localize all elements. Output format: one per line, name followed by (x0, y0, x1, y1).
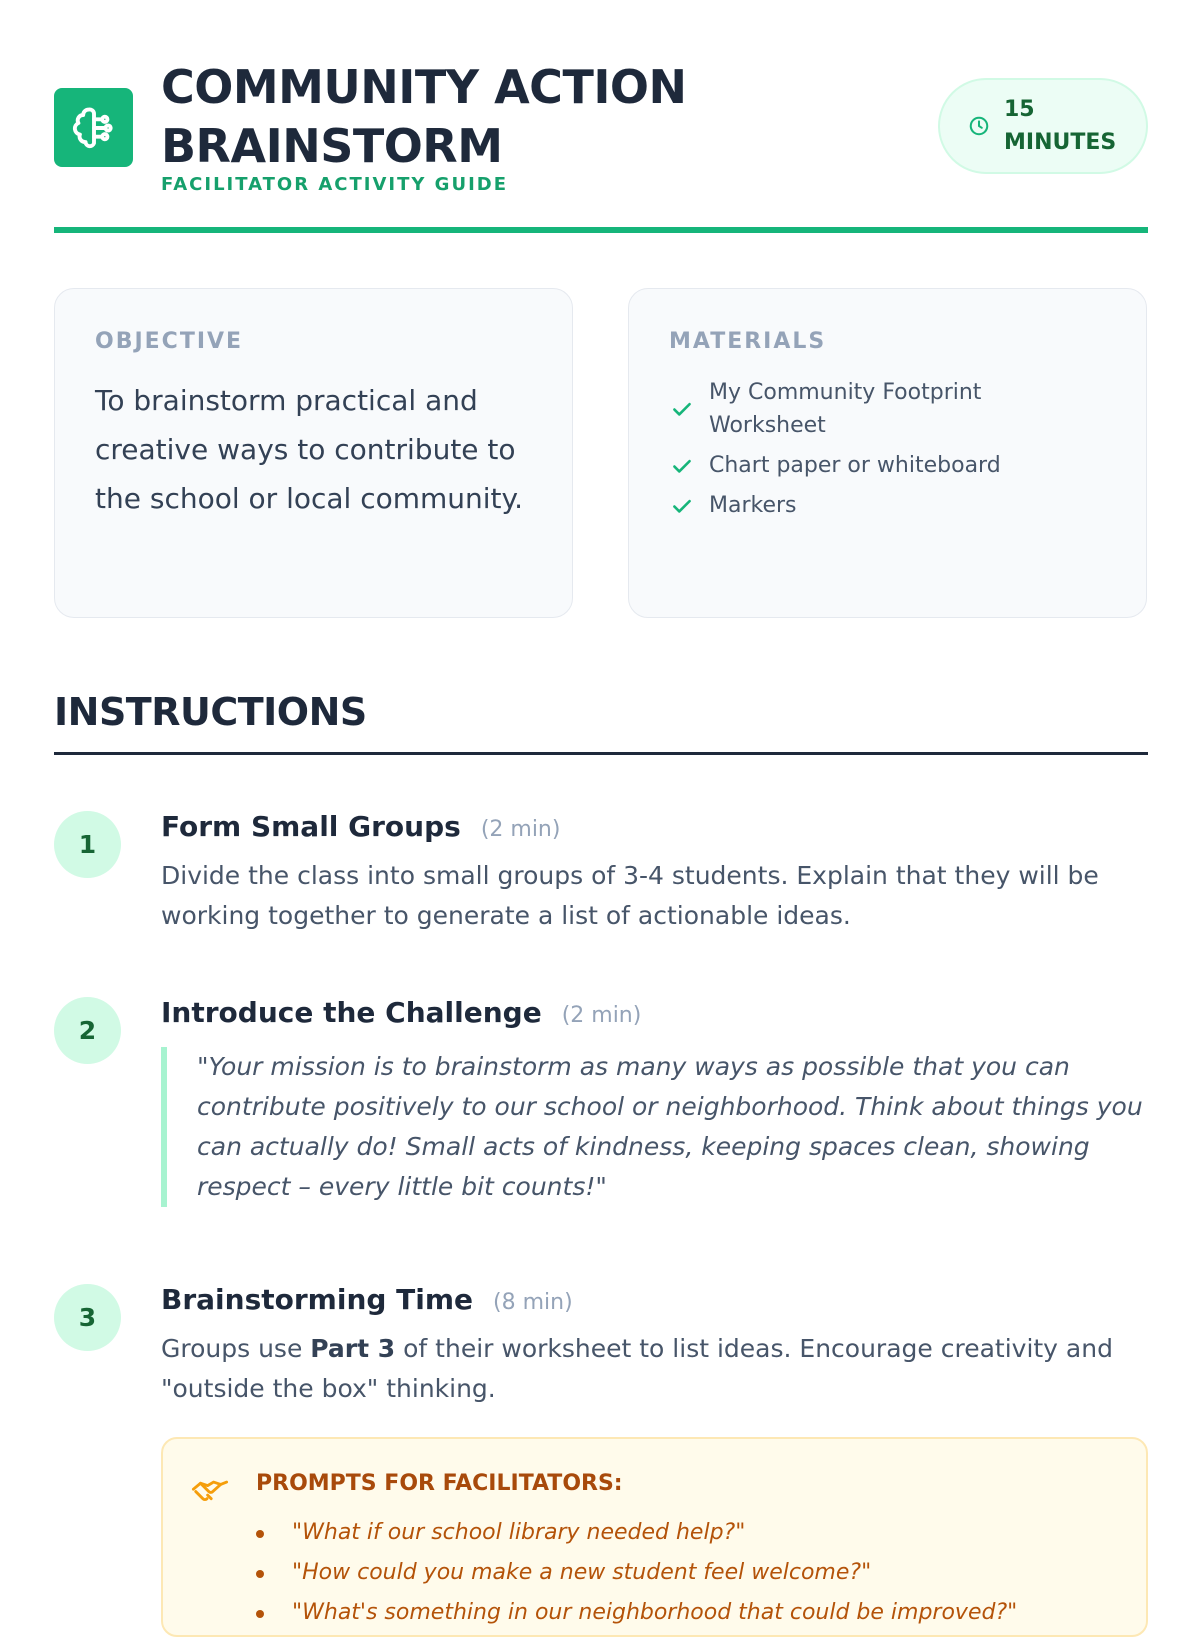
step-body (161, 996, 1148, 1207)
step-body (161, 810, 1148, 936)
header-divider (54, 227, 1148, 233)
page-subtitle: FACILITATOR ACTIVITY GUIDE (161, 174, 509, 195)
objective-card (54, 288, 573, 618)
check-icon (669, 493, 695, 519)
step-title: Brainstorming Time (161, 1283, 474, 1316)
material-item-label: Markers (709, 493, 797, 518)
step-description-part: Groups use (161, 1334, 311, 1363)
instructions-divider (54, 752, 1148, 755)
duration-text: 15 MINUTES (1004, 97, 1117, 155)
page-header (54, 58, 1148, 234)
objective-text: To brainstorm practical and creative ways to contribute to the school or local community. (95, 384, 524, 515)
step-head (161, 810, 1148, 843)
prompts-list (256, 1513, 1017, 1633)
check-icon (669, 396, 695, 422)
materials-card (628, 288, 1147, 618)
facilitator-prompts-box (161, 1437, 1148, 1637)
page-title: COMMUNITY ACTION BRAINSTORM (161, 60, 687, 173)
step-time: (2 min) (480, 817, 561, 842)
list-item: "What's something in our neighborhood that could be improved?" (256, 1593, 1017, 1633)
step-description-part: of their worksheet to list ideas. Encourage creativity and "outside the box" thinking. (161, 1334, 1113, 1403)
step-title: Form Small Groups (161, 810, 461, 843)
materials-list (669, 376, 1106, 522)
step-title: Introduce the Challenge (161, 996, 542, 1029)
prompts-title: PROMPTS FOR FACILITATORS: (256, 1471, 623, 1496)
step-number: 3 (54, 1284, 121, 1351)
instructions-title: INSTRUCTIONS (54, 690, 367, 734)
challenge-quote: "Your mission is to brainstorm as many ways as possible that you can contribute positively to our school or neighborhood. Think about things you can actually do! Small acts of kindness, keeping spaces clean, showing respect – every little bit counts!" (161, 1047, 1148, 1207)
materials-label: MATERIALS (669, 329, 827, 354)
list-item (669, 449, 1106, 482)
step-description: Divide the class into small groups of 3-4 students. Explain that they will be working together to generate a list of actionable ideas. (161, 861, 1099, 930)
check-icon (669, 453, 695, 479)
step-time: (2 min) (561, 1003, 642, 1028)
clock-icon (968, 115, 990, 137)
list-item: "How could you make a new student feel welcome?" (256, 1553, 1017, 1593)
step-description (161, 1329, 1148, 1409)
material-item-label: My Community Footprint Worksheet (709, 380, 982, 438)
objective-label: OBJECTIVE (95, 329, 244, 354)
step-number: 1 (54, 811, 121, 878)
step-number: 2 (54, 997, 121, 1064)
list-item (669, 376, 1106, 442)
step-head (161, 996, 1148, 1029)
material-item-label: Chart paper or whiteboard (709, 453, 1001, 478)
list-item: "What if our school library needed help?" (256, 1513, 1017, 1553)
brain-icon (54, 88, 133, 167)
step-body (161, 1283, 1148, 1409)
step-time: (8 min) (493, 1290, 573, 1315)
list-item (669, 489, 1106, 522)
duration-badge (938, 78, 1148, 174)
handshake-icon (191, 1473, 229, 1503)
step-description-bold: Part 3 (310, 1334, 396, 1363)
step-head (161, 1283, 1148, 1316)
